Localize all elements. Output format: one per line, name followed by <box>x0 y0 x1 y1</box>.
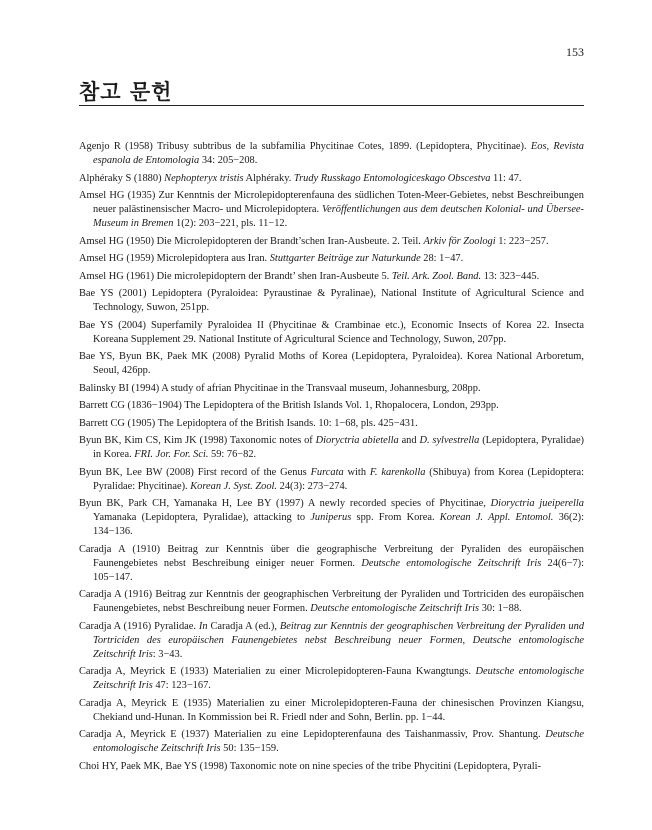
reference-text: Bae YS (2004) Superfamily Pyraloidea II (Phycitinae & Crambinae etc.), Economic Insects of Korea 22. Insecta Koreana Supplement 29. National Institute of Agricultural Science and Technology, Suwon, 207pp. <box>79 319 584 345</box>
reference-entry <box>79 382 584 396</box>
reference-text: Bae YS, Byun BK, Paek MK (2008) Pyralid Moths of Korea (Lepidoptera, Pyraloidea). Korea National Arboretum, Seoul, 426pp. <box>79 351 584 376</box>
reference-text: Barrett CG (1905) The Lepidoptera of the British Isands. 10: 1−68, pls. 425−431. <box>79 417 418 429</box>
reference-italic-text: Dioryctria jueiperella <box>490 498 584 509</box>
reference-italic-text: Trudy Russkago Entomologiceskago Obscestva <box>293 172 491 184</box>
reference-text: 24(6−7): 105−147. <box>93 557 584 583</box>
reference-italic-text: Dioryctria abietella <box>315 435 399 446</box>
reference-italic-text: In <box>198 620 208 632</box>
reference-text: (Lepidoptera, Pyralidae) in Korea. <box>93 435 585 460</box>
reference-text: 50: 135−159. <box>220 743 279 754</box>
reference-entry <box>79 235 584 249</box>
reference-entry <box>79 270 584 284</box>
reference-italic-text: Veröffentlichungen aus dem deutschen Kolonial- und Übersee-Museum in Bremen <box>93 204 584 229</box>
title-rule <box>79 105 584 106</box>
page-number: 153 <box>566 45 584 59</box>
reference-entry <box>79 140 584 168</box>
reference-text: Amsel HG (1959) Microlepidoptera aus Iran. <box>79 253 270 264</box>
reference-text: Amsel HG (1961) Die microlepidoptern der Brandt’ shen Iran-Ausbeute 5. <box>79 270 392 282</box>
reference-text: spp. From Korea. <box>351 512 440 523</box>
reference-entry <box>79 189 584 231</box>
reference-text: 30: 1−88. <box>479 603 522 614</box>
reference-text: 1: 223−257. <box>495 235 549 247</box>
reference-entry <box>79 319 584 347</box>
reference-italic-text: Deutsche entomologische Zeitschrift Iris <box>361 557 542 569</box>
reference-italic-text: Stuttgarter Beiträge zur Naturkunde <box>269 253 421 264</box>
reference-text: Choi HY, Paek MK, Bae YS (1998) Taxonomic note on nine species of the tribe Phycitini (Lepidoptera, Pyrali- <box>79 760 541 772</box>
reference-text: with <box>343 466 370 478</box>
reference-text: Caradja A, Meyrick E (1935) Materialien zu einer Microlepidopteren-Fauna der chinesischen Provinzen Kiangsu, Chekiand und-Hunan. In Kommission bei R. Friedl nder and Sohn, Berlin. pp. 1−44. <box>79 697 584 723</box>
reference-italic-text: Deutsche entomologische Zeitschrift Iris <box>310 603 480 614</box>
reference-text: 34: 205−208. <box>199 155 258 166</box>
reference-text: 47: 123−167. <box>152 680 211 691</box>
reference-italic-text: Korean J. Syst. Zool. <box>190 480 278 492</box>
reference-text: Caradja A, Meyrick E (1937) Materialien zu eine Lepidopterenfauna des Taishanmassiv, Prov. Shantung. <box>79 729 546 740</box>
reference-text: and <box>398 435 420 446</box>
reference-italic-text: Furcata <box>310 466 344 478</box>
reference-italic-text: F. karenkolla <box>369 466 426 478</box>
reference-entry <box>79 760 584 774</box>
reference-entry <box>79 665 584 693</box>
reference-text: Byun BK, Park CH, Yamanaka H, Lee BY (1997) A newly recorded species of Phycitinae, <box>79 498 491 509</box>
reference-entry <box>79 172 584 186</box>
reference-list <box>79 140 584 777</box>
reference-text: Yamanaka (Lepidoptera, Pyralidae), attacking to <box>93 512 311 523</box>
reference-text: Alphéraky S (1880) <box>79 172 165 184</box>
reference-text: Amsel HG (1950) Die Microlepidopteren der Brandt’schen Iran-Ausbeute. 2. Teil. <box>79 235 424 247</box>
reference-text: 11: 47. <box>490 172 522 184</box>
reference-entry <box>79 350 584 378</box>
reference-entry <box>79 728 584 756</box>
reference-italic-text: Juniperus <box>310 512 352 523</box>
reference-text: Byun BK, Kim CS, Kim JK (1998) Taxonomic notes of <box>79 435 316 446</box>
reference-italic-text: Teil. Ark. Zool. Band. <box>391 270 482 282</box>
reference-text: Caradja A (1916) Pyralidae. <box>79 620 199 632</box>
page-title: 참고 문헌 <box>79 80 173 104</box>
reference-italic-text: Arkiv för Zoologi <box>423 235 496 247</box>
reference-text: Amsel HG (1935) Zur Kenntnis der Microlepidopterenfauna des südlichen Toten-Meer-Gebietes, nebst Beschreibungen neuer palästinensischer Macro- und Microlepidoptera. <box>79 190 584 215</box>
reference-italic-text: Deutsche entomologische Zeitschrift Iris <box>93 729 584 754</box>
reference-text: 24(3): 273−274. <box>277 480 348 492</box>
reference-text: 59: 76−82. <box>208 449 257 460</box>
reference-text: 1(2): 203−221, pls. 11−12. <box>173 218 288 229</box>
reference-italic-text: FRI. Jor. For. Sci. <box>134 449 209 460</box>
reference-text: Barrett CG (1836−1904) The Lepidoptera of the British Islands Vol. 1, Rhopalocera, London, 293pp. <box>79 400 499 411</box>
reference-text: Caradja A, Meyrick E (1933) Materialien zu einer Microlepidopteren-Fauna Kwangtungs. <box>79 666 476 677</box>
reference-entry <box>79 287 584 315</box>
reference-entry <box>79 399 584 413</box>
reference-text: 28: 1−47. <box>420 253 464 264</box>
reference-entry <box>79 497 584 539</box>
reference-text: 13: 323−445. <box>481 270 540 282</box>
reference-text: : 3−43. <box>152 648 183 660</box>
reference-entry <box>79 252 584 266</box>
reference-text: (Shibuya) from Korea (Lepidoptera: Pyralidae: Phycitinae). <box>93 466 585 492</box>
reference-text: Alphéraky. <box>243 172 294 184</box>
reference-entry <box>79 417 584 431</box>
reference-text: Bae YS (2001) Lepidoptera (Pyraloidea: Pyraustinae & Pyralinae), National Institute of Agricultural Science and Technology, Suwon, 251pp. <box>79 288 584 313</box>
reference-italic-text: Beitrag zur Kenntnis der geographischen Verbreitung der Pyraliden und Tortriciden des europäischen Faunengebietes nebst Beschreibung neuer Formen, Deutsche entomologische Zeitschrift Iris <box>93 620 585 660</box>
reference-entry <box>79 697 584 725</box>
reference-text: Caradja A (1910) Beitrag zur Kenntnis über die geographische Verbreitung der Pyraliden des europäischen Faunengebietes nebst Beschreibung einiger neuer Formen. <box>79 543 584 569</box>
reference-entry <box>79 466 584 494</box>
reference-italic-text: D. sylvestrella <box>419 435 480 446</box>
reference-text: Agenjo R (1958) Tribusy subtribus de la subfamilia Phycitinae Cotes, 1899. (Lepidoptera, Phycitinae). <box>79 141 531 152</box>
reference-text: Caradja A (ed.), <box>207 620 280 632</box>
reference-entry <box>79 434 584 462</box>
reference-italic-text: Eos, Revista espanola de Entomologia <box>93 141 584 166</box>
reference-text: Balinsky BI (1994) A study of afrian Phycitinae in the Transvaal museum, Johannesburg, 208pp. <box>79 382 481 394</box>
reference-italic-text: Korean J. Appl. Entomol. <box>439 512 554 523</box>
reference-entry <box>79 620 584 662</box>
reference-entry <box>79 588 584 616</box>
reference-text: Byun BK, Lee BW (2008) First record of the Genus <box>79 466 311 478</box>
reference-text: Caradja A (1916) Beitrag zur Kenntnis der geographischen Verbreitung der Pyraliden und Tortriciden des europäischen Faunengebietes, nebst Beschreibung neuer Formen. <box>79 589 584 614</box>
reference-entry <box>79 543 584 585</box>
reference-text: 36(2): 134−136. <box>93 512 584 537</box>
reference-italic-text: Deutsche entomologische Zeitschrift Iris <box>93 666 584 691</box>
reference-italic-text: Nephopteryx tristis <box>164 172 244 184</box>
